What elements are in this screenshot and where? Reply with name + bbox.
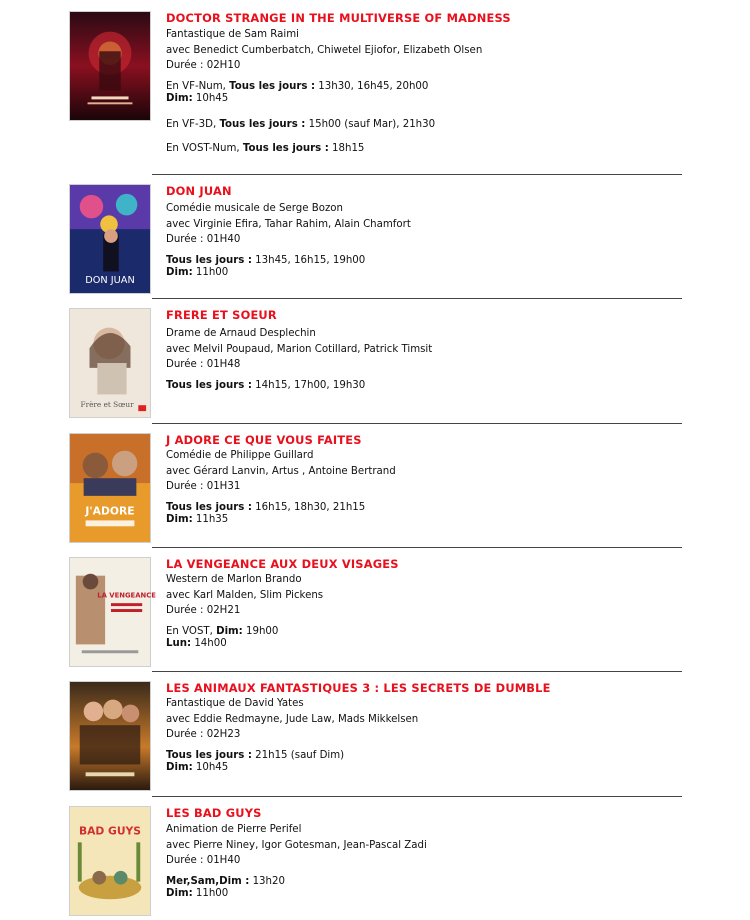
separator <box>152 671 682 672</box>
movie-genre: Comédie musicale de Serge Bozon <box>166 203 343 214</box>
movie-cast: avec Eddie Redmayne, Jude Law, Mads Mikkelsen <box>166 713 419 725</box>
movie-poster[interactable] <box>69 557 156 667</box>
movie-duration: Durée : 02H21 <box>166 605 241 616</box>
movie-duration: Durée : 01H48 <box>166 359 241 370</box>
movie-cast: avec Gérard Lanvin, Artus , Antoine Bertrand <box>166 465 396 477</box>
separator <box>152 423 682 424</box>
svg-text:LA VENGEANCE: LA VENGEANCE <box>97 591 156 600</box>
showtime-row: Dim: 10h45 <box>166 93 229 105</box>
svg-text:Frère et Sœur: Frère et Sœur <box>80 400 134 410</box>
showtimes <box>166 750 726 775</box>
separator <box>152 547 682 548</box>
svg-text:BAD GUYS: BAD GUYS <box>78 824 142 838</box>
movie-info <box>166 681 726 775</box>
showtime-row: Tous les jours : 14h15, 17h00, 19h30 <box>166 379 366 391</box>
movie-title[interactable]: DOCTOR STRANGE IN THE MULTIVERSE OF MADNESS <box>166 11 511 25</box>
movie-title[interactable]: LES BAD GUYS <box>166 806 262 820</box>
showtime-row: Dim: 11h00 <box>166 267 229 279</box>
movie-genre: Western de Marlon Brando <box>166 574 302 585</box>
showtime-row: Tous les jours : 16h15, 18h30, 21h15 <box>166 501 366 513</box>
showtimes <box>166 626 726 651</box>
showtime-row: Dim: 11h00 <box>166 888 229 900</box>
showtimes <box>166 502 726 527</box>
movie-genre: Fantastique de David Yates <box>166 698 304 709</box>
showtime-row: En VOST-Num, Tous les jours : 18h15 <box>166 143 365 155</box>
movie-title[interactable]: FRERE ET SOEUR <box>166 308 277 322</box>
movie-info <box>166 433 726 527</box>
showtime-row: En VF-Num, Tous les jours : 13h30, 16h45, 20h00 <box>166 80 429 92</box>
movie-poster[interactable] <box>69 681 151 791</box>
showtimes <box>166 81 726 106</box>
movie-genre: Fantastique de Sam Raimi <box>166 29 299 40</box>
movie-cast: avec Virginie Efira, Tahar Rahim, Alain Chamfort <box>166 218 411 230</box>
svg-text:J'ADORE: J'ADORE <box>85 504 135 518</box>
movie-cast: avec Melvil Poupaud, Marion Cotillard, Patrick Timsit <box>166 343 433 355</box>
movie-info <box>166 806 726 901</box>
movie-poster[interactable] <box>69 308 151 418</box>
showtime-row: Tous les jours : 13h45, 16h15, 19h00 <box>166 254 366 266</box>
movie-duration: Durée : 01H40 <box>166 855 241 866</box>
svg-text:DON JUAN: DON JUAN <box>85 275 135 287</box>
movie-duration: Durée : 02H10 <box>166 60 241 71</box>
movie-poster[interactable] <box>69 11 151 121</box>
movie-title[interactable]: LES ANIMAUX FANTASTIQUES 3 : LES SECRETS DE DUMBLE <box>166 681 551 695</box>
showtime-row: Lun: 14h00 <box>166 638 227 650</box>
movie-genre: Animation de Pierre Perifel <box>166 824 302 835</box>
movie-info <box>166 308 726 392</box>
movie-info <box>166 184 726 280</box>
separator <box>152 174 682 175</box>
showtime-row: En VF-3D, Tous les jours : 15h00 (sauf Mar), 21h30 <box>166 118 436 130</box>
showtimes <box>166 876 726 901</box>
movie-duration: Durée : 01H31 <box>166 481 241 492</box>
showtime-row: Tous les jours : 21h15 (sauf Dim) <box>166 749 345 761</box>
movie-poster[interactable] <box>69 433 151 543</box>
movie-info <box>166 557 726 651</box>
separator <box>152 796 682 797</box>
movie-cast: avec Pierre Niney, Igor Gotesman, Jean-Pascal Zadi <box>166 839 427 851</box>
movie-title[interactable]: J ADORE CE QUE VOUS FAITES <box>166 433 362 447</box>
separator <box>152 298 682 299</box>
movie-duration: Durée : 02H23 <box>166 729 241 740</box>
movie-title[interactable]: DON JUAN <box>166 184 232 198</box>
showtime-row: En VOST, Dim: 19h00 <box>166 625 279 637</box>
movie-poster[interactable] <box>69 806 151 916</box>
movie-title[interactable]: LA VENGEANCE AUX DEUX VISAGES <box>166 557 399 571</box>
showtimes <box>166 380 726 393</box>
showtime-row: Mer,Sam,Dim : 13h20 <box>166 875 285 887</box>
movie-poster[interactable] <box>69 184 151 294</box>
showtime-row: Dim: 10h45 <box>166 762 229 774</box>
movie-genre: Comédie de Philippe Guillard <box>166 450 314 461</box>
movie-genre: Drame de Arnaud Desplechin <box>166 328 316 339</box>
showtimes <box>166 255 726 280</box>
movie-cast: avec Karl Malden, Slim Pickens <box>166 589 324 601</box>
showtimes <box>166 119 726 132</box>
movie-info <box>166 11 726 156</box>
movie-duration: Durée : 01H40 <box>166 234 241 245</box>
showtimes <box>166 143 726 156</box>
movie-cast: avec Benedict Cumberbatch, Chiwetel Ejiofor, Elizabeth Olsen <box>166 44 483 56</box>
showtime-row: Dim: 11h35 <box>166 514 229 526</box>
